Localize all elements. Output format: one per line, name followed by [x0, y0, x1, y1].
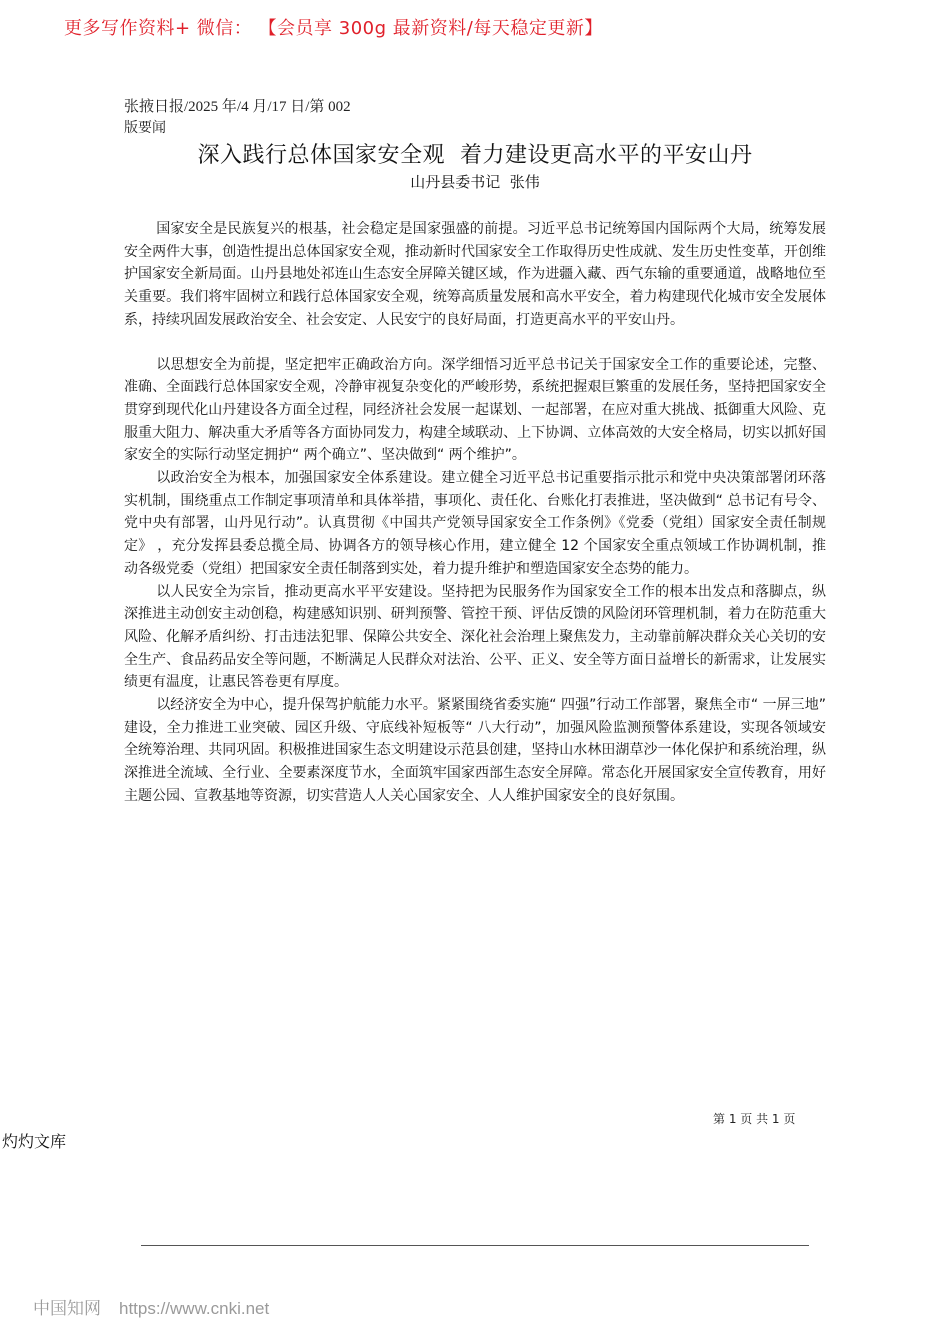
footer-divider: [141, 1245, 809, 1246]
newspaper-source: 张掖日报/2025 年/4 月/17 日/第 002: [124, 99, 351, 115]
article-paragraph: 以人民安全为宗旨，推动更高水平平安建设。坚持把为民服务作为国家安全工作的根本出发点和落脚点，纵深推进主动创安主动创稳，构建感知识别、研判预警、管控干预、评估反馈的风险闭环管理机制，着力在防范重大风险、化解矛盾纠纷、打击违法犯罪、保障公共安全、深化社会治理上聚焦发力，主动靠前解决群众关心关切的安全生产、食品药品安全等问题，不断满足人民群众对法治、公平、正义、安全等方面日益增长的新需求，让发展实绩更有温度，让惠民答卷更有厚度。: [124, 583, 826, 691]
promo-banner: 更多写作资料+ 微信： 【会员享 300g 最新资料/每天稳定更新】: [64, 18, 603, 39]
article-paragraph: 以政治安全为根本，加强国家安全体系建设。建立健全习近平总书记重要指示批示和党中央决策部署闭环落实机制，围绕重点工作制定事项清单和具体举措，事项化、责任化、台账化打表推进，坚决做到“ 总书记有号令、党中央有部署，山丹见行动”。认真贯彻《中国共产党领导国家安全工作条例》《党委（党组）国家安全责任制规定》 ，充分发挥县委总揽全局、协调各方的领导核心作用，建立健全 12 个国家安全重点领域工作协调机制，推动各级党委（党组）把国家安全责任制落到实处，着力提升维护和塑造国家安全态势的能力。: [124, 470, 826, 577]
newspaper-section: 版要闻: [124, 120, 166, 136]
article-paragraph: 以思想安全为前提，坚定把牢正确政治方向。深学细悟习近平总书记关于国家安全工作的重要论述，完整、准确、全面践行总体国家安全观，冷静审视复杂变化的严峻形势，系统把握艰巨繁重的发展任务，坚持把国家安全贯穿到现代化山丹建设各方面全过程，同经济社会发展一起谋划、一起部署，在应对重大挑战、抵御重大风险、克服重大阻力、解决重大矛盾等各方面协同发力，构建全域联动、上下协调、立体高效的大安全格局，切实以抓好国家安全的实际行动坚定拥护“ 两个确立”、坚决做到“ 两个维护”。: [124, 356, 826, 464]
article-paragraph: 国家安全是民族复兴的根基，社会稳定是国家强盛的前提。习近平总书记统筹国内国际两个大局，统筹发展安全两件大事，创造性提出总体国家安全观，推动新时代国家安全工作取得历史性成就、发生历史性变革，开创维护国家安全新局面。山丹县地处祁连山生态安全屏障关键区域，作为进疆入藏、西气东输的重要通道，战略地位至关重要。我们将牢固树立和践行总体国家安全观，统筹高质量发展和高水平安全，着力构建现代化城市安全发展体系，持续巩固发展政治安全、社会安定、人民安宁的良好局面，打造更高水平的平安山丹。: [124, 221, 826, 328]
page-number: 第 1 页 共 1 页: [713, 1112, 796, 1126]
cnki-watermark: [33, 1294, 269, 1319]
article-paragraph: 以经济安全为中心，提升保驾护航能力水平。紧紧围绕省委实施“ 四强”行动工作部署，聚焦全市“ 一屏三地” 建设，全力推进工业突破、园区升级、守底线补短板等“ 八大行动”，加强风险监测预警体系建设，实现各领域安全统筹治理、共同巩固。积极推进国家生态文明建设示范县创建，坚持山水林田湖草沙一体化保护和系统治理，纵深推进全流域、全行业、全要素深度节水，全面筑牢国家西部生态安全屏障。常态化开展国家安全宣传教育，用好主题公园、宣教基地等资源，切实营造人人关心国家安全、人人维护国家安全的良好氛围。: [124, 697, 826, 804]
library-name: 灼灼文库: [2, 1132, 67, 1151]
article-title: 深入践行总体国家安全观 着力建设更高水平的平安山丹: [197, 143, 753, 168]
article-body: [124, 218, 826, 808]
watermark-url: https://www.cnki.net: [119, 1299, 270, 1318]
watermark-site: 中国知网: [33, 1299, 101, 1318]
article-author: 山丹县委书记 张伟: [410, 173, 540, 191]
